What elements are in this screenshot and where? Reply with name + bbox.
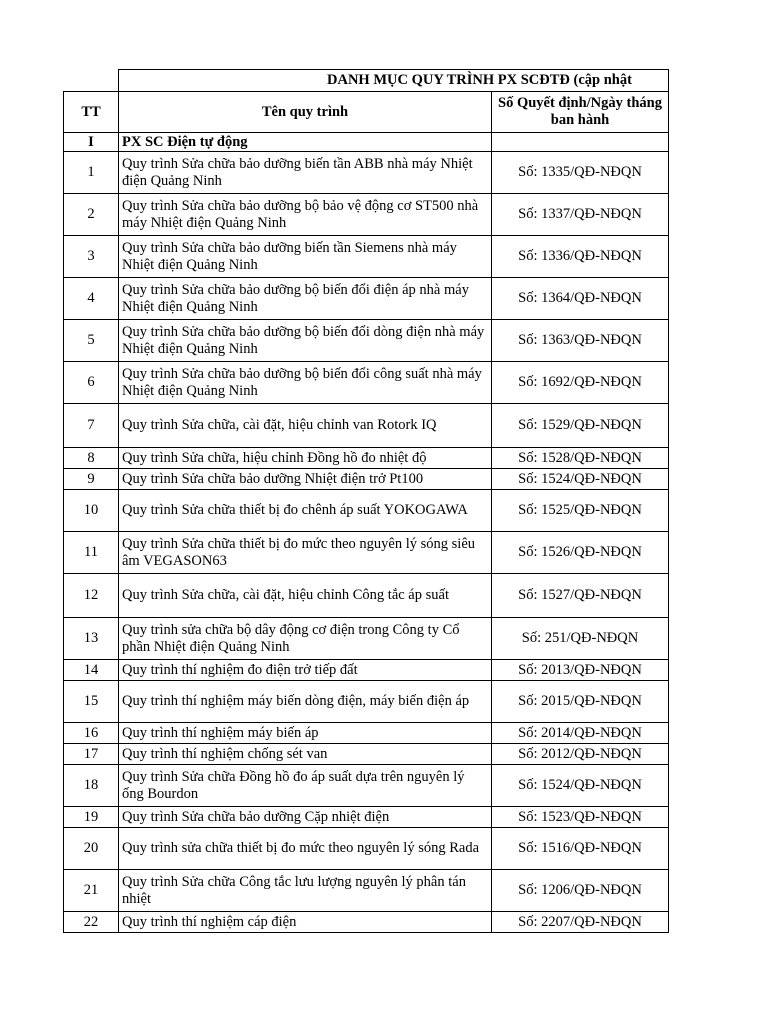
- table-row: [64, 152, 669, 194]
- table-row: [64, 807, 669, 828]
- procedure-name: Quy trình Sửa chữa Công tắc lưu lượng nguyên lý phân tán nhiệt: [119, 870, 492, 912]
- decision-number: Số: 2014/QĐ-NĐQN: [492, 723, 669, 744]
- decision-number: Số: 1516/QĐ-NĐQN: [492, 828, 669, 870]
- decision-number: Số: 1206/QĐ-NĐQN: [492, 870, 669, 912]
- procedure-name: Quy trình thí nghiệm máy biến dòng điện, máy biến điện áp: [119, 681, 492, 723]
- procedure-name: Quy trình thí nghiệm đo điện trở tiếp đất: [119, 660, 492, 681]
- row-number: 18: [64, 765, 119, 807]
- procedure-name: Quy trình Sửa chữa, cài đặt, hiệu chỉnh Công tắc áp suất: [119, 574, 492, 618]
- row-number: 3: [64, 236, 119, 278]
- header-name: Tên quy trình: [119, 92, 492, 133]
- spreadsheet: [63, 69, 669, 933]
- section-name: PX SC Điện tự động: [119, 133, 492, 152]
- row-number: 17: [64, 744, 119, 765]
- row-number: 13: [64, 618, 119, 660]
- decision-number: Số: 1524/QĐ-NĐQN: [492, 469, 669, 490]
- decision-number: Số: 251/QĐ-NĐQN: [492, 618, 669, 660]
- decision-number: Số: 1692/QĐ-NĐQN: [492, 362, 669, 404]
- table-row: [64, 490, 669, 532]
- table-row: [64, 404, 669, 448]
- row-number: 16: [64, 723, 119, 744]
- procedure-name: Quy trình thí nghiệm chống sét van: [119, 744, 492, 765]
- row-number: 6: [64, 362, 119, 404]
- procedure-name: Quy trình Sửa chữa bảo dưỡng Nhiệt điện trở Pt100: [119, 469, 492, 490]
- table-row: [64, 912, 669, 933]
- row-number: 1: [64, 152, 119, 194]
- decision-number: Số: 1529/QĐ-NĐQN: [492, 404, 669, 448]
- table-row: [64, 574, 669, 618]
- table-row: [64, 320, 669, 362]
- decision-number: Số: 1336/QĐ-NĐQN: [492, 236, 669, 278]
- decision-number: Số: 2015/QĐ-NĐQN: [492, 681, 669, 723]
- decision-number: Số: 1523/QĐ-NĐQN: [492, 807, 669, 828]
- row-number: 9: [64, 469, 119, 490]
- decision-number: Số: 2012/QĐ-NĐQN: [492, 744, 669, 765]
- decision-number: Số: 1364/QĐ-NĐQN: [492, 278, 669, 320]
- row-number: 7: [64, 404, 119, 448]
- procedure-name: Quy trình Sửa chữa bảo dưỡng biến tần Siemens nhà máy Nhiệt điện Quảng Ninh: [119, 236, 492, 278]
- section-number: I: [64, 133, 119, 152]
- title-spacer: [64, 70, 119, 92]
- procedure-name: Quy trình Sửa chữa bảo dưỡng bộ biến đổi điện áp nhà máy Nhiệt điện Quảng Ninh: [119, 278, 492, 320]
- decision-number: Số: 1526/QĐ-NĐQN: [492, 532, 669, 574]
- row-number: 4: [64, 278, 119, 320]
- row-number: 21: [64, 870, 119, 912]
- table-row: [64, 765, 669, 807]
- table-row: [64, 194, 669, 236]
- procedure-name: Quy trình Sửa chữa thiết bị đo mức theo nguyên lý sóng siêu âm VEGASON63: [119, 532, 492, 574]
- section-decision: [492, 133, 669, 152]
- decision-number: Số: 1363/QĐ-NĐQN: [492, 320, 669, 362]
- decision-number: Số: 1528/QĐ-NĐQN: [492, 448, 669, 469]
- header-tt: TT: [64, 92, 119, 133]
- procedure-name: Quy trình thí nghiệm cáp điện: [119, 912, 492, 933]
- procedure-name: Quy trình thí nghiệm máy biến áp: [119, 723, 492, 744]
- decision-number: Số: 1527/QĐ-NĐQN: [492, 574, 669, 618]
- decision-number: Số: 1337/QĐ-NĐQN: [492, 194, 669, 236]
- decision-number: Số: 1524/QĐ-NĐQN: [492, 765, 669, 807]
- row-number: 20: [64, 828, 119, 870]
- table-row: [64, 828, 669, 870]
- procedure-name: Quy trình Sửa chữa, hiệu chỉnh Đồng hồ đo nhiệt độ: [119, 448, 492, 469]
- header-decision: Số Quyết định/Ngày tháng ban hành: [492, 92, 669, 133]
- table-row: [64, 618, 669, 660]
- row-number: 10: [64, 490, 119, 532]
- procedure-name: Quy trình Sửa chữa bảo dưỡng biến tần ABB nhà máy Nhiệt điện Quảng Ninh: [119, 152, 492, 194]
- procedure-name: Quy trình Sửa chữa bảo dưỡng bộ bảo vệ động cơ ST500 nhà máy Nhiệt điện Quảng Ninh: [119, 194, 492, 236]
- procedure-table: [63, 69, 669, 933]
- title-row: [64, 70, 669, 92]
- document-title: DANH MỤC QUY TRÌNH PX SCĐTĐ (cập nhật: [119, 70, 669, 92]
- procedure-name: Quy trình Sửa chữa bảo dưỡng bộ biến đổi dòng điện nhà máy Nhiệt điện Quảng Ninh: [119, 320, 492, 362]
- row-number: 5: [64, 320, 119, 362]
- table-row: [64, 278, 669, 320]
- procedure-name: Quy trình Sửa chữa thiết bị đo chênh áp suất YOKOGAWA: [119, 490, 492, 532]
- procedure-name: Quy trình Sửa chữa bảo dưỡng bộ biến đổi công suất nhà máy Nhiệt điện Quảng Ninh: [119, 362, 492, 404]
- procedure-name: Quy trình Sửa chữa, cài đặt, hiệu chỉnh van Rotork IQ: [119, 404, 492, 448]
- table-row: [64, 870, 669, 912]
- table-row: [64, 660, 669, 681]
- procedure-name: Quy trình sửa chữa thiết bị đo mức theo nguyên lý sóng Rada: [119, 828, 492, 870]
- row-number: 8: [64, 448, 119, 469]
- row-number: 15: [64, 681, 119, 723]
- table-row: [64, 723, 669, 744]
- row-number: 22: [64, 912, 119, 933]
- table-row: [64, 744, 669, 765]
- row-number: 12: [64, 574, 119, 618]
- decision-number: Số: 2207/QĐ-NĐQN: [492, 912, 669, 933]
- decision-number: Số: 1335/QĐ-NĐQN: [492, 152, 669, 194]
- section-row: [64, 133, 669, 152]
- procedure-name: Quy trình Sửa chữa Đồng hồ đo áp suất dựa trên nguyên lý ống Bourdon: [119, 765, 492, 807]
- table-row: [64, 236, 669, 278]
- table-row: [64, 681, 669, 723]
- row-number: 11: [64, 532, 119, 574]
- table-row: [64, 469, 669, 490]
- table-row: [64, 532, 669, 574]
- table-row: [64, 362, 669, 404]
- procedure-name: Quy trình Sửa chữa bảo dưỡng Cặp nhiệt điện: [119, 807, 492, 828]
- decision-number: Số: 1525/QĐ-NĐQN: [492, 490, 669, 532]
- row-number: 19: [64, 807, 119, 828]
- row-number: 14: [64, 660, 119, 681]
- row-number: 2: [64, 194, 119, 236]
- procedure-name: Quy trình sửa chữa bộ dây động cơ điện trong Công ty Cổ phần Nhiệt điện Quảng Ninh: [119, 618, 492, 660]
- table-row: [64, 448, 669, 469]
- header-row: [64, 92, 669, 133]
- decision-number: Số: 2013/QĐ-NĐQN: [492, 660, 669, 681]
